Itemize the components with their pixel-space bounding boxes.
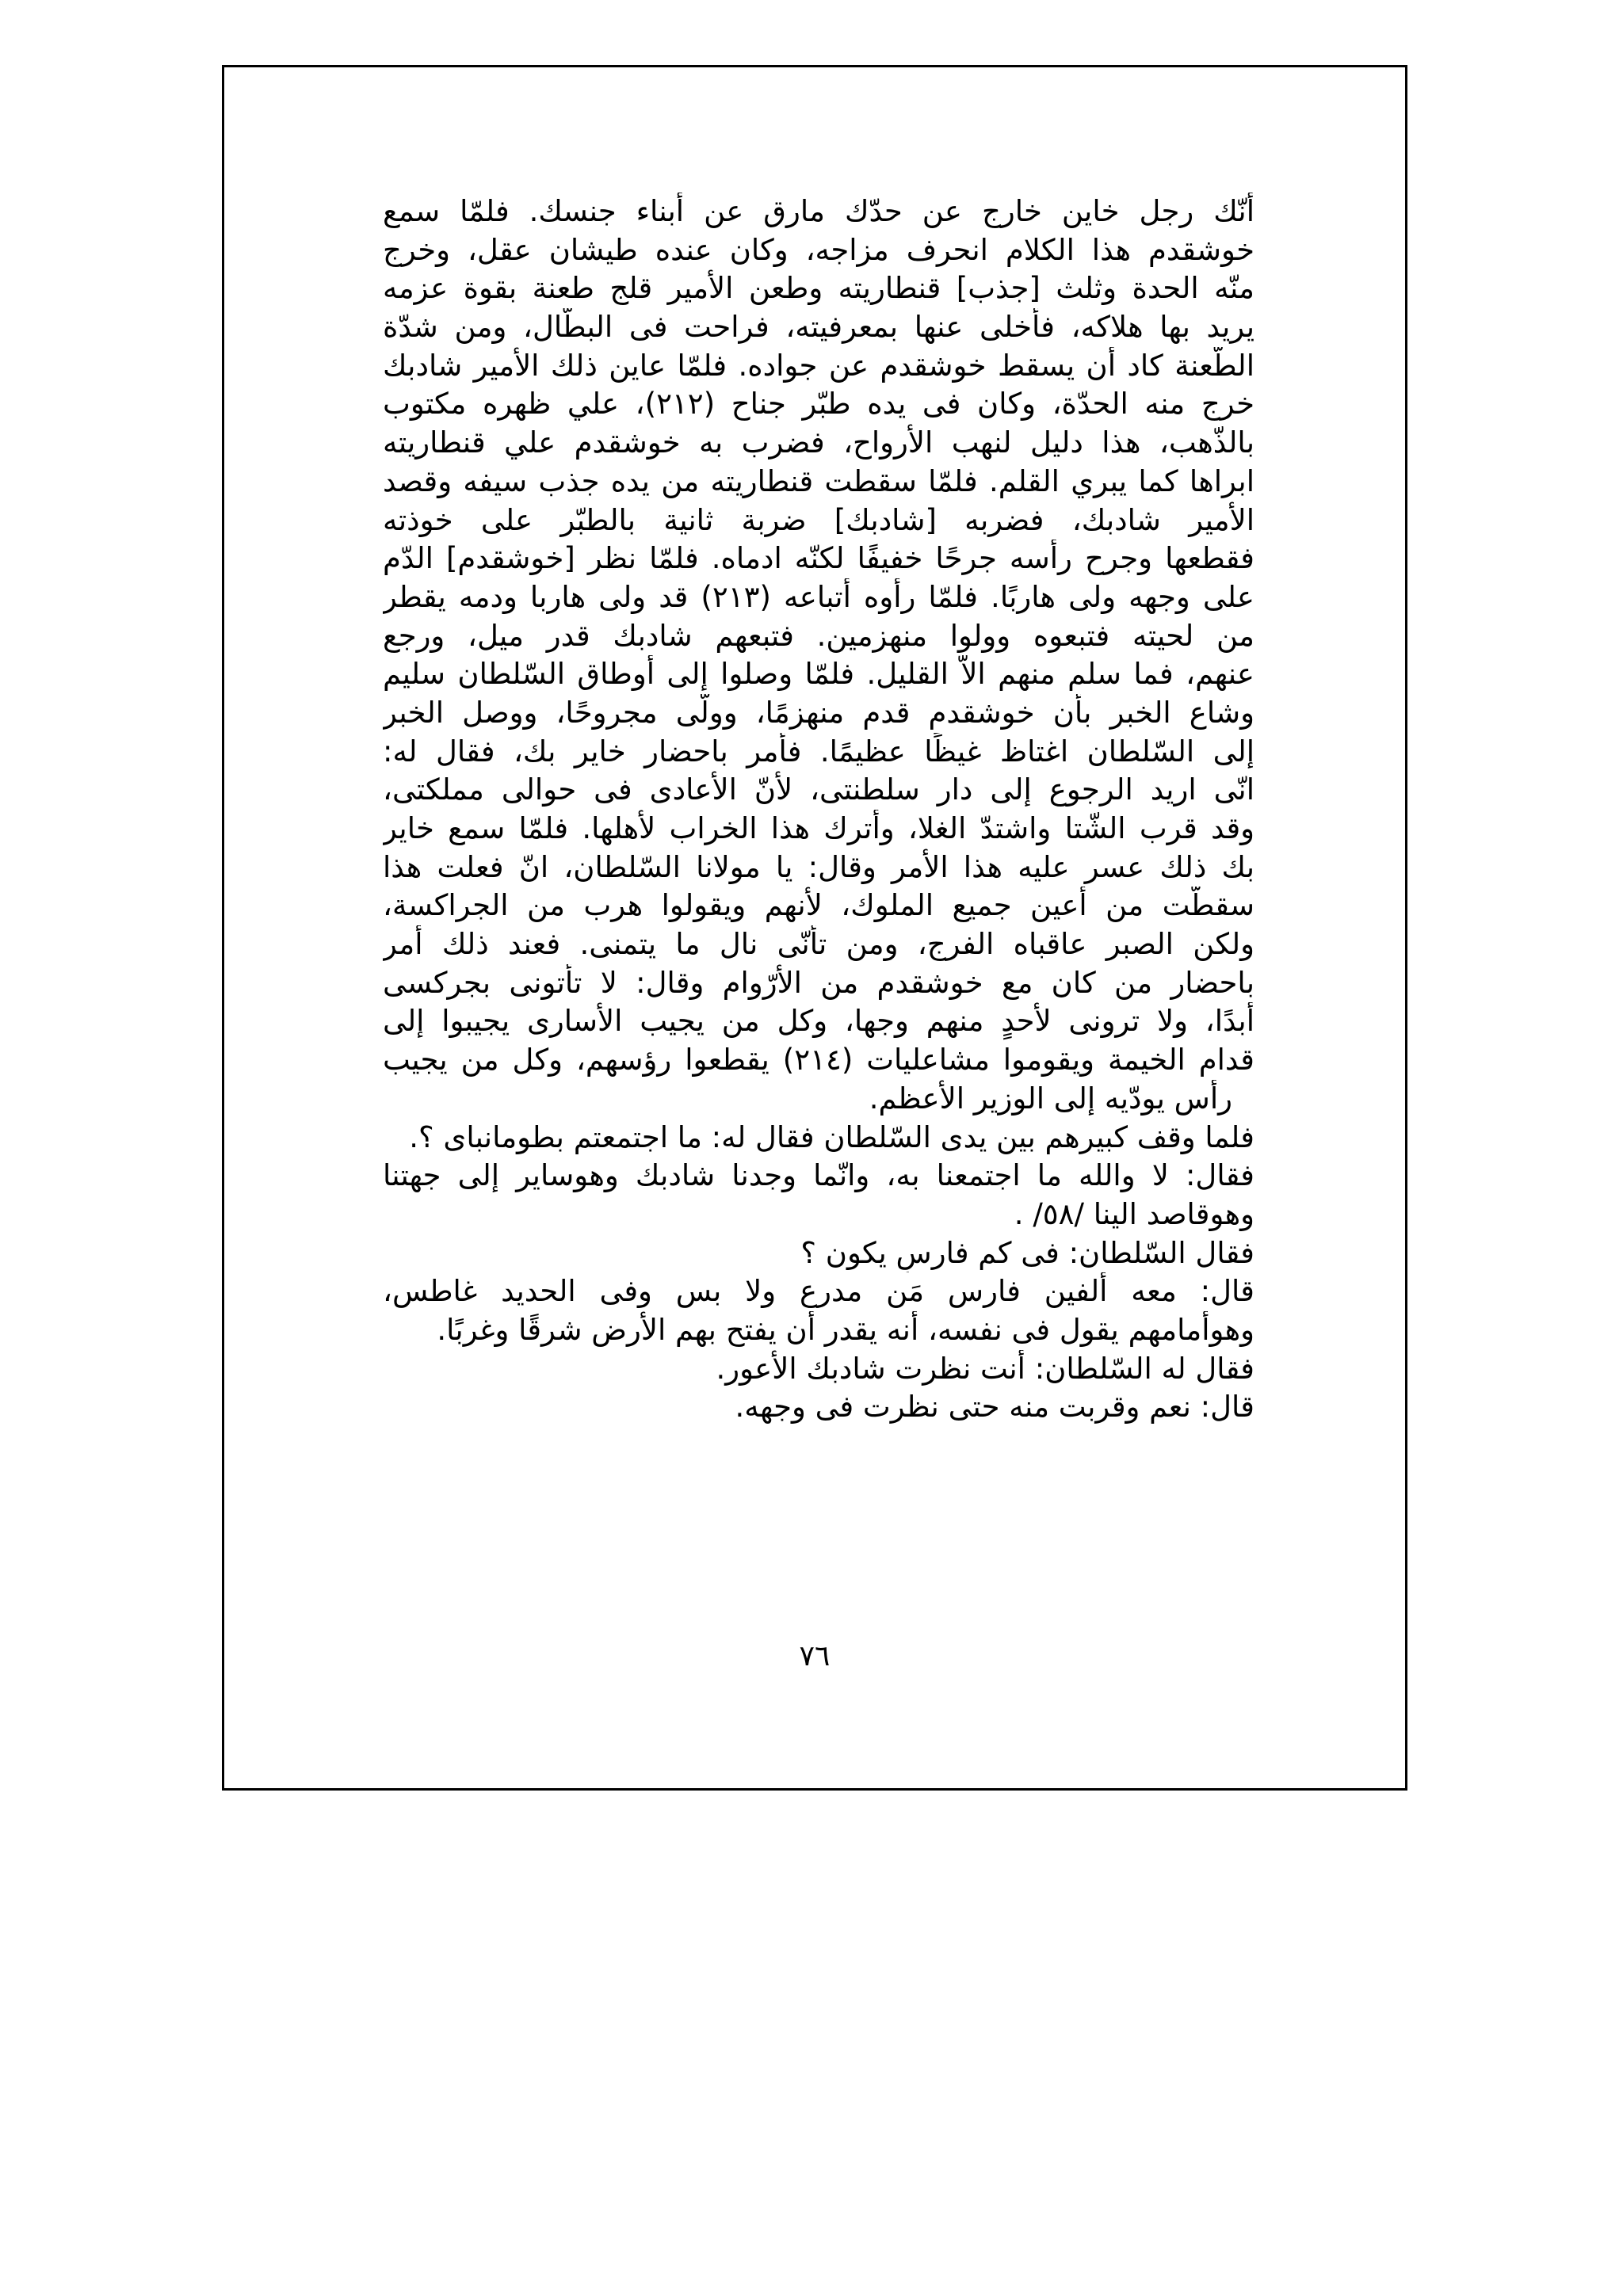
text-line: فقال السّلطان: فى كم فارسٍ يكون ؟ — [800, 1235, 1254, 1270]
text-line: رأس يودّيه إلى الوزير الأعظم. — [869, 1081, 1232, 1116]
text-line: فلما وقف كبيرهم بين يدى السّلطان فقال له: ما اجتمعتم بطومانباى ؟. — [409, 1119, 1254, 1154]
text-line: باحضار من كان مع خوشقدم من الأرّوام وقال: لا تأتونى بجركسى — [383, 965, 1254, 1000]
text-line: الأمير شادبك، فضربه [شادبك] ضربة ثانية بالطبّر على خوذته — [383, 502, 1254, 537]
text-line: قال: نعم وقربت منه حتى نظرت فى وجهه. — [735, 1390, 1254, 1425]
text-line: ابراها كما يبري القلم. فلمّا سقطت قنطاريته من يده جذب سيفه وقصد — [383, 463, 1254, 498]
text-line: من لحيته فتبعوه وولوا منهزمين. فتبعهم شادبك قدر ميل، ورجع — [383, 618, 1254, 653]
page-number: ٧٦ — [799, 1640, 831, 1672]
text-line: على وجهه ولى هاربًا. فلمّا رأوه أتباعه (٢١٣) قد ولى هاربا ودمه يقطر — [383, 579, 1254, 614]
text-line: ولكن الصبر عاقباه الفرج، ومن تأنّى نال ما يتمنى. فعند ذلك أمر — [383, 927, 1254, 962]
page-frame — [222, 65, 1407, 1791]
text-line: فقطعها وجرح رأسه جرحًا خفيفًا لكنّه ادماه. فلمّا نظر [خوشقدم] الدّم — [383, 541, 1254, 576]
text-line: فقال له السّلطان: أنت نظرت شادبك الأعور. — [716, 1351, 1254, 1386]
text-line: قال: معه ألفين فارس مَن مدرع ولا بس وفى الحديد غاطس، — [383, 1274, 1254, 1309]
text-line: وهوقاصد الينا /٥٨/ . — [1014, 1196, 1254, 1231]
text-line: الطّعنة كاد أن يسقط خوشقدم عن جواده. فلمّا عاين ذلك الأمير شادبك — [383, 348, 1254, 383]
text-line: خوشقدم هذا الكلام انحرف مزاجه، وكان عنده طيشان عقل، وخرج — [383, 232, 1254, 267]
text-line: وقد قرب الشّتا واشتدّ الغلا، وأترك هذا الخراب لأهلها. فلمّا سمع خاير — [383, 811, 1254, 845]
text-line: سقطّت من أعين جميع الملوك، لأنهم ويقولوا هرب من الجراكسة، — [383, 888, 1254, 923]
text-line: عنهم، فما سلم منهم الاّ القليل. فلمّا وصلوا إلى أوطاق السّلطان سليم — [383, 657, 1254, 692]
text-line: وشاع الخبر بأن خوشقدم قدم منهزمًا، وولّى مجروحًا، ووصل الخبر — [383, 695, 1254, 730]
text-line: أبدًا، ولا ترونى لأحدٍ منهم وجها، وكل من يجيب الأسارى يجيبوا إلى — [383, 1004, 1254, 1039]
body-text — [383, 193, 1254, 1427]
text-line: قدام الخيمة ويقوموا مشاعليات (٢١٤) يقطعوا رؤسهم، وكل من يجيب — [383, 1043, 1254, 1077]
text-line: منّه الحدة وثلث [جذب] قنطاريته وطعن الأمير قلج طعنة بقوة عزمه — [383, 271, 1254, 306]
text-line: بك ذلك عسر عليه هذا الأمر وقال: يا مولانا السّلطان، انّ فعلت هذا — [383, 849, 1254, 884]
text-line: إلى السّلطان اغتاظ غيظًا عظيمًا. فأمر باحضار خاير بك، فقال له: — [383, 734, 1254, 769]
text-line: يريد بها هلاكه، فأخلى عنها بمعرفيته، فراحت فى البطّال، ومن شدّة — [383, 310, 1254, 345]
text-line: أنّك رجل خاين خارج عن حدّك مارق عن أبناء جنسك. فلمّا سمع — [383, 194, 1254, 228]
text-line: فقال: لا والله ما اجتمعنا به، وانّما وجدنا شادبك وهوساير إلى جهتنا — [383, 1158, 1254, 1193]
text-line: وهوأمامهم يقول فى نفسه، أنه يقدر أن يفتح بهم الأرض شرقًا وغربًا. — [437, 1312, 1254, 1347]
text-line: بالذّهب، هذا دليل لنهب الأرواح، فضرب به خوشقدم علي قنطاريته — [383, 425, 1254, 460]
text-line: خرج منه الحدّة، وكان فى يده طبّر جناح (٢١٢)، علي ظهره مكتوب — [383, 387, 1254, 421]
text-line: انّى اريد الرجوع إلى دار سلطنتى، لأنّ الأعادى فى حوالى مملكتى، — [383, 772, 1254, 807]
